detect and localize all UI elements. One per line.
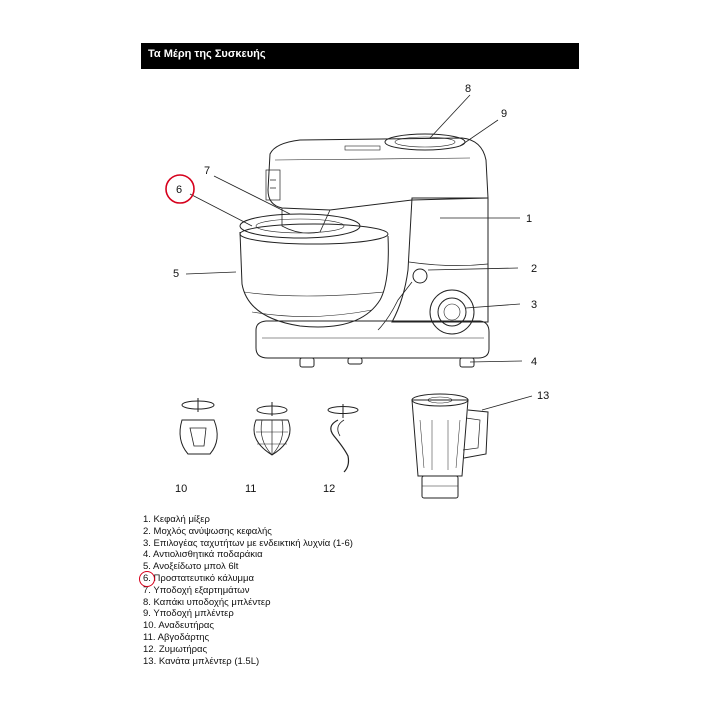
mixing-bowl: [240, 232, 388, 327]
callout-1: 1: [526, 213, 533, 225]
callout-3: 3: [531, 299, 538, 311]
callout-numbers: [173, 83, 549, 495]
list-item: 3. Επιλογέας ταχυτήτων με ενδεικτική λυχνία (1-6): [143, 537, 353, 549]
callout-12: 12: [323, 483, 336, 495]
flat-beater-illustration: [180, 398, 217, 454]
dough-hook-illustration: [328, 404, 358, 472]
list-item: 10. Αναδευτήρας: [143, 620, 214, 632]
blender-jug-illustration: [412, 394, 488, 498]
list-item: 4. Αντιολισθητικά ποδαράκια: [143, 549, 263, 561]
stand-mixer-illustration: [240, 134, 489, 367]
highlight-circle-list-item-6: [139, 571, 155, 587]
list-item: 7. Υποδοχή εξαρτημάτων: [143, 584, 250, 596]
list-item: 13. Κανάτα μπλέντερ (1.5L): [143, 655, 260, 667]
callout-11: 11: [245, 483, 257, 495]
list-item: 11. Αβγοδάρτης: [143, 631, 210, 643]
callout-5: 5: [173, 268, 180, 280]
list-item: 6. Προστατευτικό κάλυμμα: [143, 572, 254, 584]
whisk-illustration: [254, 402, 290, 455]
blender-port: [385, 134, 465, 150]
list-item: 5. Ανοξείδωτο μπολ 6lt: [143, 561, 239, 573]
attachment-hub: [282, 208, 330, 233]
parts-list: [143, 514, 353, 667]
mixer-foot: [300, 358, 314, 367]
page-title: Τα Μέρη της Συσκευής: [148, 48, 266, 60]
callout-6: 6: [176, 184, 183, 196]
callout-2: 2: [531, 263, 538, 275]
splash-guard: [240, 214, 360, 238]
lift-lever: [413, 269, 427, 283]
mixer-foot: [348, 358, 362, 364]
list-item: 12. Ζυμωτήρας: [143, 643, 208, 655]
list-item: 2. Μοχλός ανύψωσης κεφαλής: [143, 525, 272, 537]
callout-10: 10: [175, 483, 188, 495]
mixer-foot: [460, 358, 474, 367]
list-item: 1. Κεφαλή μίξερ: [143, 514, 210, 525]
callout-13: 13: [537, 390, 550, 402]
callout-4: 4: [531, 356, 538, 368]
callout-7: 7: [204, 165, 211, 177]
mixer-head: [268, 138, 488, 210]
callout-8: 8: [465, 83, 472, 95]
mixer-column: [392, 198, 488, 322]
mixer-base: [256, 321, 489, 358]
callout-9: 9: [501, 108, 508, 120]
list-item: 8. Καπάκι υποδοχής μπλέντερ: [143, 596, 271, 608]
leader-lines: [186, 95, 532, 410]
list-item: 9. Υποδοχή μπλέντερ: [143, 608, 234, 620]
speed-knob: [430, 290, 474, 334]
